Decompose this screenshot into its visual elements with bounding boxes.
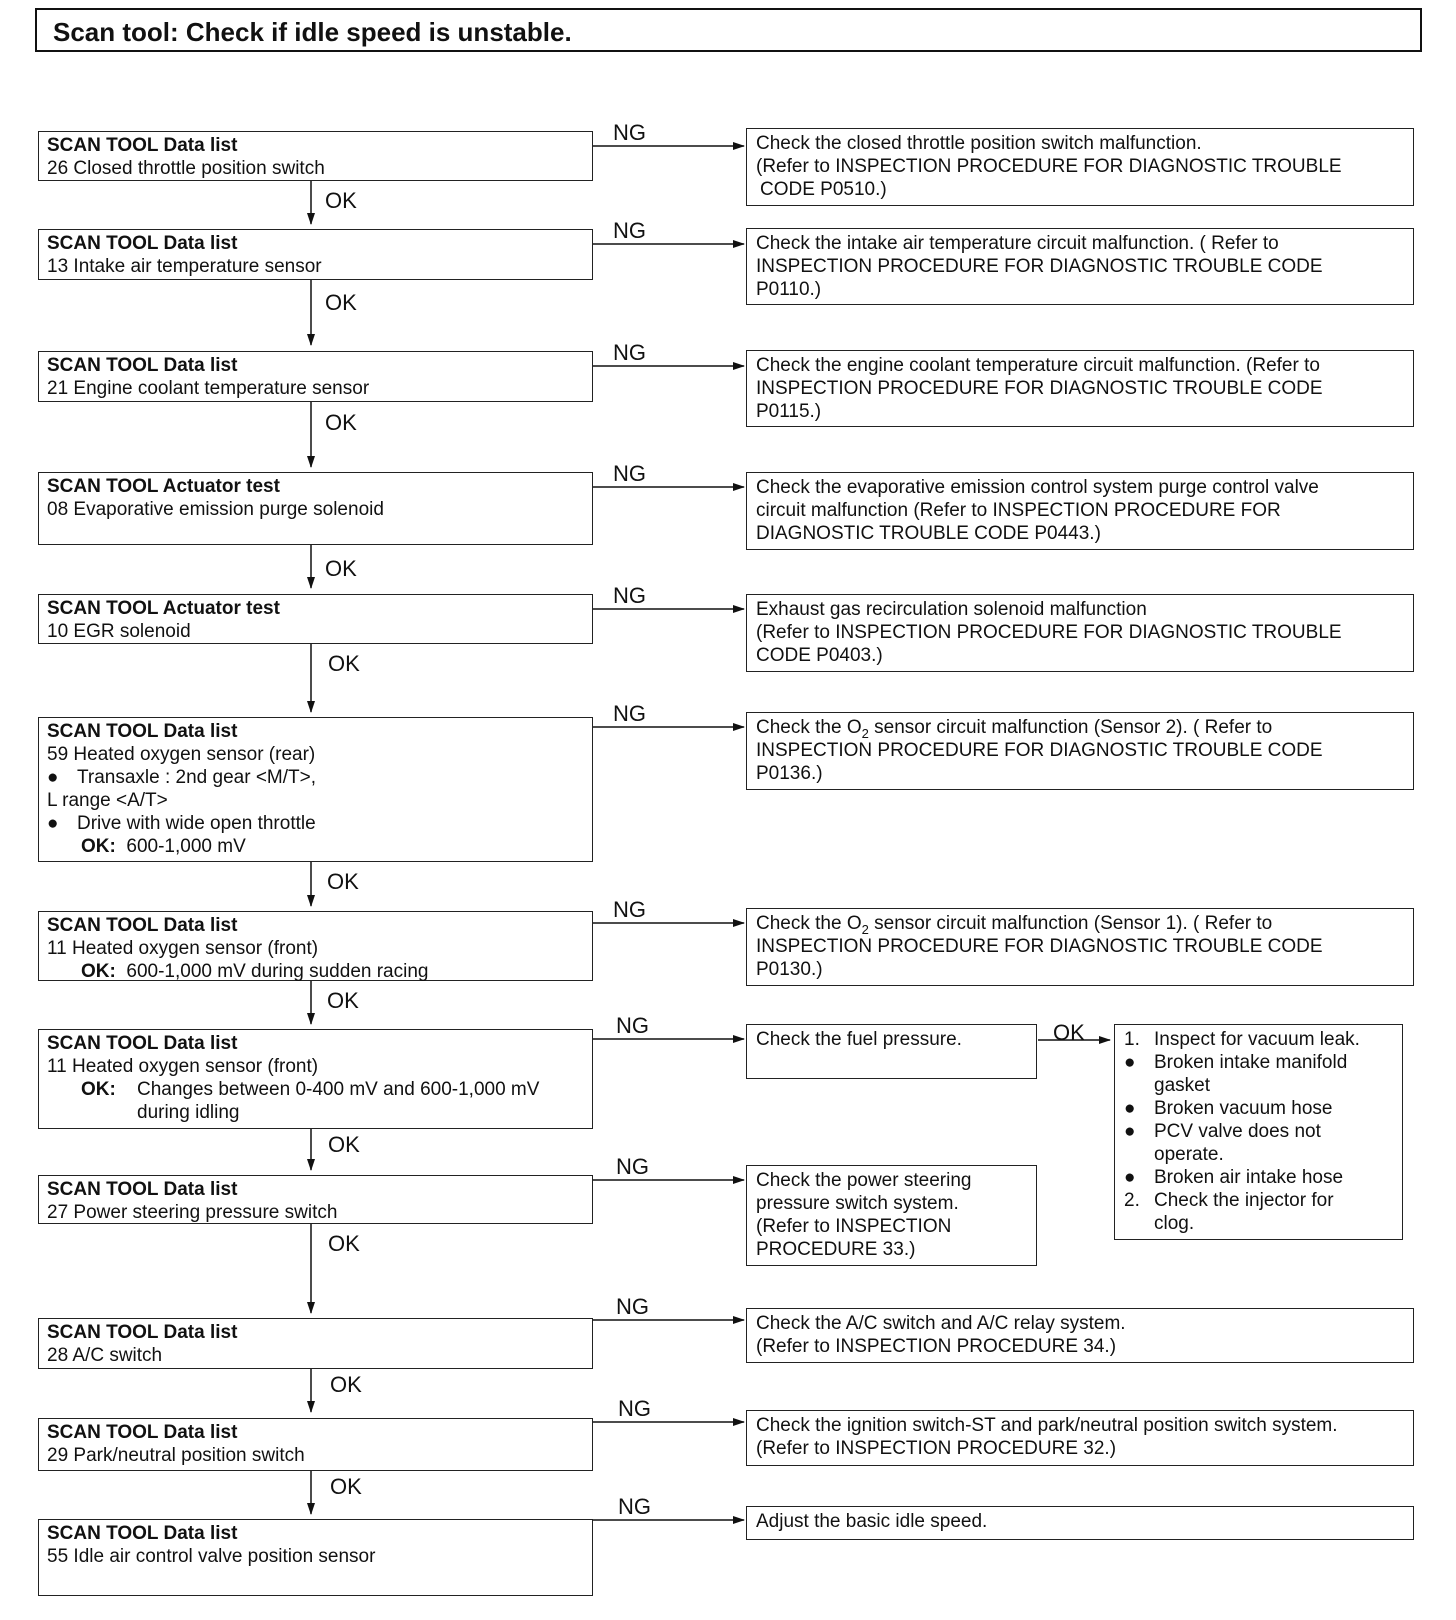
result-line: pressure switch system.	[756, 1193, 959, 1214]
step-ok-criterion: OK: 600-1,000 mV during sudden racing	[81, 961, 429, 982]
result-line: P0110.)	[756, 279, 822, 300]
result-2-box	[746, 228, 1414, 305]
result-line: Check the $O_2$ sensor circuit malfunction (Sensor 2). ( Refer to	[756, 717, 1273, 741]
ng-label: NG	[613, 218, 646, 243]
result-1-box	[746, 128, 1414, 206]
step-head: SCAN TOOL Data list	[47, 135, 238, 156]
step-head: SCAN TOOL Data list	[47, 233, 238, 254]
step-head: SCAN TOOL Data list	[47, 1033, 238, 1054]
result-5-box	[746, 594, 1414, 672]
step-line: 21 Engine coolant temperature sensor	[47, 378, 370, 399]
result-line: Check the intake air temperature circuit malfunction. ( Refer to	[756, 233, 1279, 254]
step-11-box	[38, 1418, 593, 1471]
result-line: Check the evaporative emission control system purge control valve	[756, 477, 1319, 498]
result-12-box	[746, 1506, 1414, 1540]
step-head: SCAN TOOL Data list	[47, 1523, 238, 1544]
step-7-box	[38, 911, 593, 981]
result-line: circuit malfunction (Refer to INSPECTION PROCEDURE FOR	[756, 500, 1281, 521]
ok-label: OK	[1053, 1020, 1085, 1045]
page-title: Scan tool: Check if idle speed is unstable.	[53, 17, 572, 47]
sub-bullet: ● Broken air intake hose	[1124, 1167, 1344, 1188]
step-bullet: ● Drive with wide open throttle	[47, 813, 316, 834]
result-line: Check the power steering	[756, 1170, 972, 1191]
step-2-box	[38, 229, 593, 280]
step-line: L range <A/T>	[47, 790, 168, 811]
result-line: Check the fuel pressure.	[756, 1029, 962, 1050]
result-11-box	[746, 1410, 1414, 1466]
step-line: 11 Heated oxygen sensor (front)	[47, 1056, 319, 1077]
step-line: 26 Closed throttle position switch	[47, 158, 325, 179]
step-line: 08 Evaporative emission purge solenoid	[47, 499, 384, 520]
step-4-box	[38, 472, 593, 545]
ng-label: NG	[618, 1494, 651, 1519]
step-12-box	[38, 1519, 593, 1596]
result-4-box	[746, 472, 1414, 550]
step-1-box	[38, 131, 593, 181]
ok-label: OK	[328, 1132, 360, 1157]
step-5-box	[38, 594, 593, 644]
step-line: 55 Idle air control valve position sensor	[47, 1546, 376, 1567]
step-line: 27 Power steering pressure switch	[47, 1202, 338, 1223]
result-7-box	[746, 908, 1414, 986]
step-head: SCAN TOOL Data list	[47, 355, 238, 376]
ng-label: NG	[616, 1154, 649, 1179]
result-6-box	[746, 712, 1414, 790]
ok-label: OK	[325, 188, 357, 213]
result-line: Check the $O_2$ sensor circuit malfunction (Sensor 1). ( Refer to	[756, 913, 1273, 937]
ng-label: NG	[613, 897, 646, 922]
sub-bullet: ● Broken intake manifold	[1124, 1052, 1348, 1073]
result-3-box	[746, 350, 1414, 427]
ng-label: NG	[613, 340, 646, 365]
result-line: CODE P0403.)	[756, 645, 883, 666]
result-line: Adjust the basic idle speed.	[756, 1511, 988, 1532]
result-line: INSPECTION PROCEDURE FOR DIAGNOSTIC TROUBLE CODE	[756, 378, 1323, 399]
result-line: Check the engine coolant temperature circuit malfunction. (Refer to	[756, 355, 1320, 376]
sub-item: 1. Inspect for vacuum leak.	[1124, 1029, 1360, 1050]
result-line: (Refer to INSPECTION PROCEDURE 32.)	[756, 1438, 1117, 1459]
step-10-box	[38, 1318, 593, 1369]
sub-item-cont: clog.	[1154, 1213, 1195, 1234]
sub-bullet-cont: gasket	[1154, 1075, 1210, 1096]
sub-bullet-cont: operate.	[1154, 1144, 1224, 1165]
result-line: PROCEDURE 33.)	[756, 1239, 916, 1260]
ok-label: OK	[330, 1474, 362, 1499]
step-head: SCAN TOOL Data list	[47, 1422, 238, 1443]
result-line: INSPECTION PROCEDURE FOR DIAGNOSTIC TROUBLE CODE	[756, 256, 1323, 277]
result-line: INSPECTION PROCEDURE FOR DIAGNOSTIC TROUBLE CODE	[756, 740, 1323, 761]
step-line: 10 EGR solenoid	[47, 621, 191, 642]
step-3-box	[38, 351, 593, 402]
step-head: SCAN TOOL Actuator test	[47, 476, 280, 497]
step-ok-criterion: OK: 600-1,000 mV	[81, 836, 246, 857]
step-9-box	[38, 1175, 593, 1224]
step-line: 13 Intake air temperature sensor	[47, 256, 322, 277]
ng-label: NG	[618, 1396, 651, 1421]
result-line: INSPECTION PROCEDURE FOR DIAGNOSTIC TROUBLE CODE	[756, 936, 1323, 957]
result-line: Exhaust gas recirculation solenoid malfunction	[756, 599, 1147, 620]
result-line: Check the A/C switch and A/C relay system.	[756, 1313, 1126, 1334]
step-bullet: ● Transaxle : 2nd gear <M/T>,	[47, 767, 317, 788]
ng-label: NG	[613, 583, 646, 608]
result-9-box	[746, 1165, 1037, 1266]
result-line: (Refer to INSPECTION	[756, 1216, 952, 1237]
ng-label: NG	[613, 120, 646, 145]
result-line: (Refer to INSPECTION PROCEDURE FOR DIAGNOSTIC TROUBLE	[756, 156, 1342, 177]
result-line: P0130.)	[756, 959, 823, 980]
step-6-box	[38, 717, 593, 862]
result-line: (Refer to INSPECTION PROCEDURE 34.)	[756, 1336, 1117, 1357]
step-head: SCAN TOOL Data list	[47, 1322, 238, 1343]
step-line: 29 Park/neutral position switch	[47, 1445, 305, 1466]
ok-label: OK	[328, 651, 360, 676]
result-line: P0115.)	[756, 401, 822, 422]
ok-label: OK	[325, 410, 357, 435]
sub-item: 2. Check the injector for	[1124, 1190, 1334, 1211]
step-line: 11 Heated oxygen sensor (front)	[47, 938, 319, 959]
step-head: SCAN TOOL Data list	[47, 915, 238, 936]
result-line: CODE P0510.)	[760, 179, 887, 200]
ok-label: OK	[325, 290, 357, 315]
ok-label: OK	[327, 869, 359, 894]
ok-label: OK	[327, 988, 359, 1013]
result-10-box	[746, 1308, 1414, 1363]
sub-bullet: ● Broken vacuum hose	[1124, 1098, 1333, 1119]
ng-label: NG	[616, 1013, 649, 1038]
result-8-box	[746, 1024, 1037, 1079]
result-line: Check the ignition switch-ST and park/neutral position switch system.	[756, 1415, 1338, 1436]
step-ok-criterion-cont: during idling	[137, 1102, 240, 1123]
result-line: (Refer to INSPECTION PROCEDURE FOR DIAGNOSTIC TROUBLE	[756, 622, 1342, 643]
vacuum-leak-box	[1114, 1024, 1403, 1240]
result-line: DIAGNOSTIC TROUBLE CODE P0443.)	[756, 523, 1101, 544]
ok-label: OK	[328, 1231, 360, 1256]
result-line: Check the closed throttle position switch malfunction.	[756, 133, 1202, 154]
step-head: SCAN TOOL Actuator test	[47, 598, 280, 619]
step-line: 59 Heated oxygen sensor (rear)	[47, 744, 316, 765]
step-line: 28 A/C switch	[47, 1345, 163, 1366]
ok-label: OK	[325, 556, 357, 581]
step-ok-criterion: OK: Changes between 0-400 mV and 600-1,000 mV	[81, 1079, 540, 1100]
step-8-box	[38, 1029, 593, 1129]
ng-label: NG	[616, 1294, 649, 1319]
ng-label: NG	[613, 461, 646, 486]
ok-label: OK	[330, 1372, 362, 1397]
sub-bullet: ● PCV valve does not	[1124, 1121, 1321, 1142]
step-head: SCAN TOOL Data list	[47, 721, 238, 742]
result-line: P0136.)	[756, 763, 823, 784]
step-head: SCAN TOOL Data list	[47, 1179, 238, 1200]
ng-label: NG	[613, 701, 646, 726]
